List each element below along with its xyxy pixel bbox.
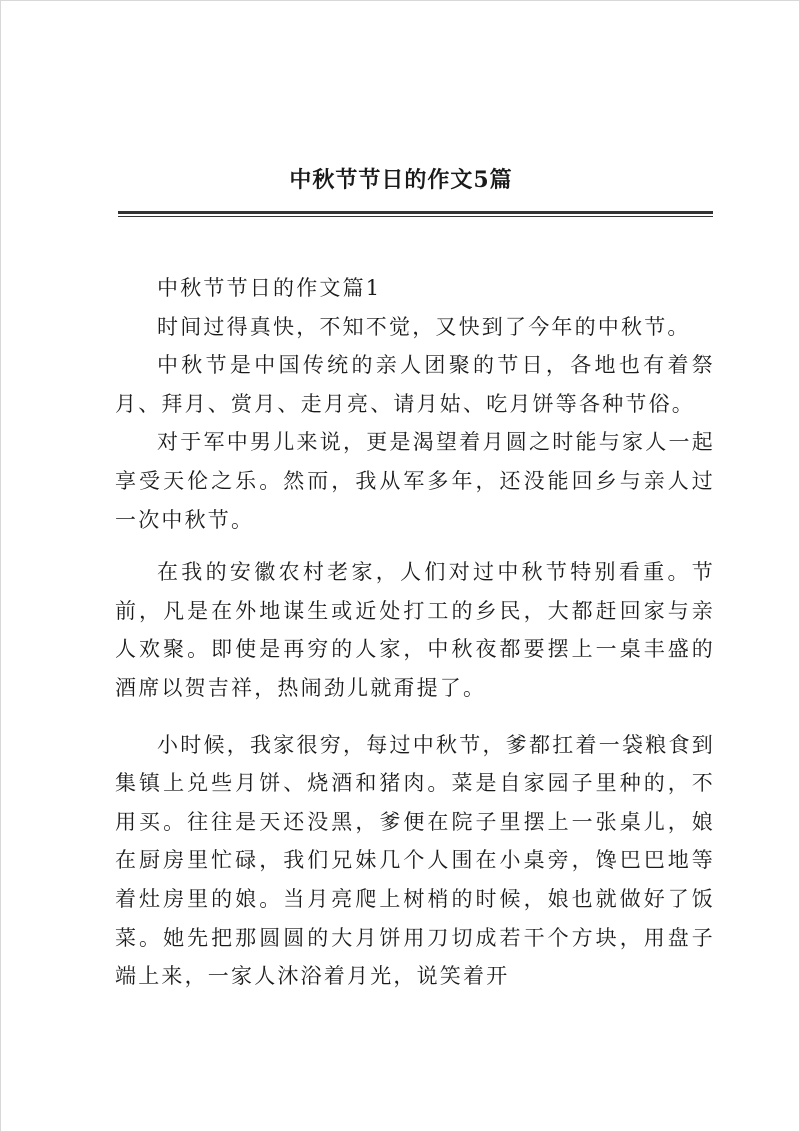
document-title: 中秋节节日的作文5篇 xyxy=(289,167,513,193)
title-divider-thin xyxy=(118,216,713,217)
paragraph: 小时候，我家很穷，每过中秋节，爹都扛着一袋粮食到集镇上兑些月饼、烧酒和猪肉。菜是自家园子里种的，不用买。往往是天还没黑，爹便在院子里摆上一张桌儿，娘在厨房里忙碌，我们兄妹几个人围在小桌旁，馋巴巴地等着灶房里的娘。当月亮爬上树梢的时候，娘也就做好了饭菜。她先把那圆圆的大月饼用刀切成若干个方块，用盘子端上来，一家人沐浴着月光，说笑着开 xyxy=(115,732,715,989)
paragraph: 时间过得真快，不知不觉，又快到了今年的中秋节。 xyxy=(157,314,691,339)
title-divider-thick xyxy=(118,211,713,214)
paragraph: 对于军中男儿来说，更是渴望着月圆之时能与家人一起享受天伦之乐。然而，我从军多年，还没能回乡与亲人过一次中秋节。 xyxy=(115,430,715,532)
paragraph: 在我的安徽农村老家，人们对过中秋节特别看重。节前，凡是在外地谋生或近处打工的乡民，大都赶回家与亲人欢聚。即使是再穷的人家，中秋夜都要摆上一桌丰盛的酒席以贺吉祥，热闹劲儿就甭提了。 xyxy=(115,560,715,700)
document-body xyxy=(115,269,715,996)
section-heading: 中秋节节日的作文篇1 xyxy=(157,276,382,300)
paragraph: 中秋节是中国传统的亲人团聚的节日，各地也有着祭月、拜月、赏月、走月亮、请月姑、吃月饼等各种节俗。 xyxy=(115,353,715,416)
